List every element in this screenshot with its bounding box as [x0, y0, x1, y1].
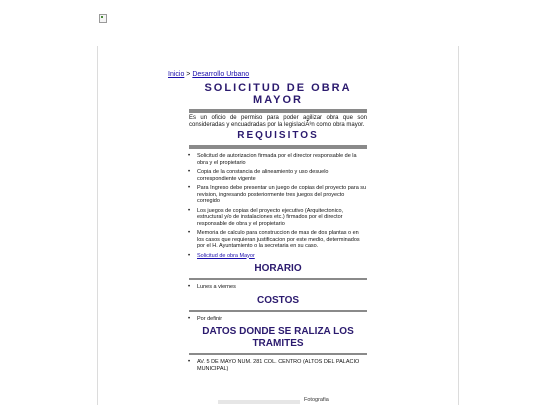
photo-placeholder: [218, 400, 300, 404]
page-border-left: [97, 46, 98, 405]
broken-image-icon: [99, 14, 107, 23]
list-item: • Por definir: [189, 316, 367, 323]
list-item: • AV. 5 DE MAYO NUM. 281 COL. CENTRO (ALTOS DEL PALACIO MUNICIPAL): [189, 359, 367, 372]
solicitud-link[interactable]: Solicitud de obra Mayor: [197, 252, 255, 259]
page-title: SOLICITUD DE OBRA MAYOR: [204, 82, 352, 106]
horario-heading: HORARIO: [254, 263, 302, 274]
photo-footer: [218, 397, 338, 405]
list-item: • Lunes a viernes: [189, 284, 367, 291]
list-item: • Memoria de calculo para construccion de mas de dos plantas o en los casos que requieran justificacion por este medio, determinados por el H. Ayuntamiento o la secretaria en su caso.: [189, 230, 367, 250]
divider: [189, 109, 367, 113]
list-item: • Solicitud de autorizacion firmada por el director responsable de la obra y el propietario: [189, 153, 367, 166]
list-item: • Los juegos de copias del proyecto ejecutivo (Arquitectonico, estructural y/o de instalaciones etc.) firmados por el director responsable de obra y el propietario: [189, 208, 367, 228]
divider: [189, 278, 367, 280]
divider: [189, 310, 367, 312]
datos-heading: DATOS DONDE SE RALIZA LOS TRAMITES: [202, 326, 354, 349]
page-intro: Es un oficio de permiso para poder agilizar obra que son consideradas y encuadradas por la legislaciÃ³n como obra mayor.: [189, 115, 367, 128]
breadcrumb-home-link[interactable]: Inicio: [168, 71, 185, 78]
requisitos-heading: REQUISITOS: [237, 130, 319, 141]
list-item: [189, 253, 367, 260]
breadcrumb: [168, 71, 249, 78]
list-item: • Copia de la constancia de alineamiento y uso desuelo correspondiente vigente: [189, 169, 367, 182]
costos-heading: COSTOS: [256, 294, 300, 306]
list-item: • Para Ingreso debe presentar un juego de copias del proyecto para su revision, ingresando posteriormente tres juegos del proyecto corregido: [189, 185, 367, 205]
main-content: [189, 82, 367, 375]
photo-label: Fotografia: [304, 397, 329, 403]
requisitos-list: [189, 153, 367, 259]
divider: [189, 145, 367, 149]
horario-list: [189, 284, 367, 291]
breadcrumb-separator: >: [186, 71, 191, 78]
costos-list: [189, 316, 367, 323]
divider: [189, 353, 367, 355]
breadcrumb-section-link[interactable]: Desarrollo Urbano: [192, 71, 250, 78]
page-border-right: [458, 46, 459, 405]
datos-list: [189, 359, 367, 372]
